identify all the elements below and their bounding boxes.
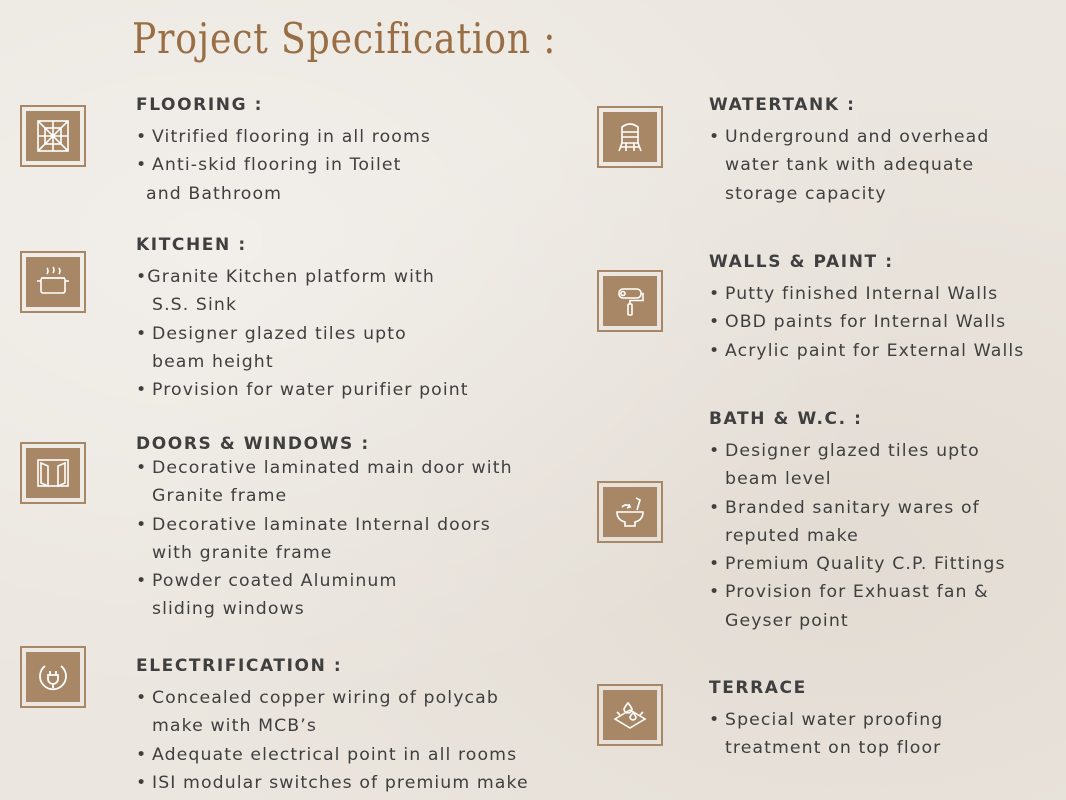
cooking-pot-icon xyxy=(20,251,86,313)
section-heading: DOORS & WINDOWS : xyxy=(136,434,370,454)
list-item: • Designer glazed tiles upto beam height xyxy=(136,323,407,372)
list-item: • Designer glazed tiles upto beam level xyxy=(709,441,980,490)
paint-roller-icon xyxy=(597,270,663,332)
list-item: • Acrylic paint for External Walls xyxy=(709,340,1025,361)
list-item: • Vitrified flooring in all rooms xyxy=(136,127,431,147)
list-item: • Provision for Exhuast fan & Geyser point xyxy=(709,582,989,631)
list-item: • Anti-skid flooring in Toilet and Bathroom xyxy=(136,155,402,204)
section-flooring xyxy=(136,95,431,208)
section-electrification xyxy=(136,656,529,797)
list-item: • Provision for water purifier point xyxy=(136,380,469,401)
list-item: • Premium Quality C.P. Fittings xyxy=(709,554,1006,575)
section-kitchen xyxy=(136,235,469,404)
section-terrace xyxy=(709,678,943,763)
section-bath-wc xyxy=(709,409,1006,635)
list-item: • Branded sanitary wares of reputed make xyxy=(709,497,980,546)
list-item: • Decorative laminated main door with Granite frame xyxy=(136,458,513,507)
section-heading: WATERTANK : xyxy=(709,95,856,115)
list-item: • Decorative laminate Internal doors with granite frame xyxy=(136,514,491,563)
list-item: •Granite Kitchen platform with S.S. Sink xyxy=(136,267,435,316)
list-item: • Concealed copper wiring of polycab make with MCB’s xyxy=(136,688,499,737)
section-watertank xyxy=(709,95,989,208)
list-item: • ISI modular switches of premium make xyxy=(136,772,529,793)
floor-tile-icon xyxy=(20,105,86,167)
water-tank-icon xyxy=(597,106,663,168)
waterproofing-icon xyxy=(597,684,663,746)
list-item: • Adequate electrical point in all rooms xyxy=(136,744,518,765)
section-doors-windows xyxy=(136,434,513,624)
list-item: • Special water proofing treatment on top floor xyxy=(709,710,944,759)
section-heading: WALLS & PAINT : xyxy=(709,252,894,272)
section-heading: BATH & W.C. : xyxy=(709,409,863,429)
section-heading: FLOORING : xyxy=(136,95,264,115)
toilet-icon xyxy=(597,481,663,543)
list-item: • Putty finished Internal Walls xyxy=(709,284,999,304)
list-item: • OBD paints for Internal Walls xyxy=(709,312,1007,333)
section-heading: TERRACE xyxy=(709,678,807,698)
section-heading: ELECTRIFICATION : xyxy=(136,656,343,676)
section-heading: KITCHEN : xyxy=(136,235,247,255)
list-item: • Powder coated Aluminum sliding windows xyxy=(136,571,398,620)
section-walls-paint xyxy=(709,252,1024,365)
door-icon xyxy=(20,442,86,504)
list-item: • Underground and overhead water tank with adequate storage capacity xyxy=(709,127,990,204)
power-plug-icon xyxy=(20,646,86,708)
page-title: Project Specification : xyxy=(132,14,557,63)
